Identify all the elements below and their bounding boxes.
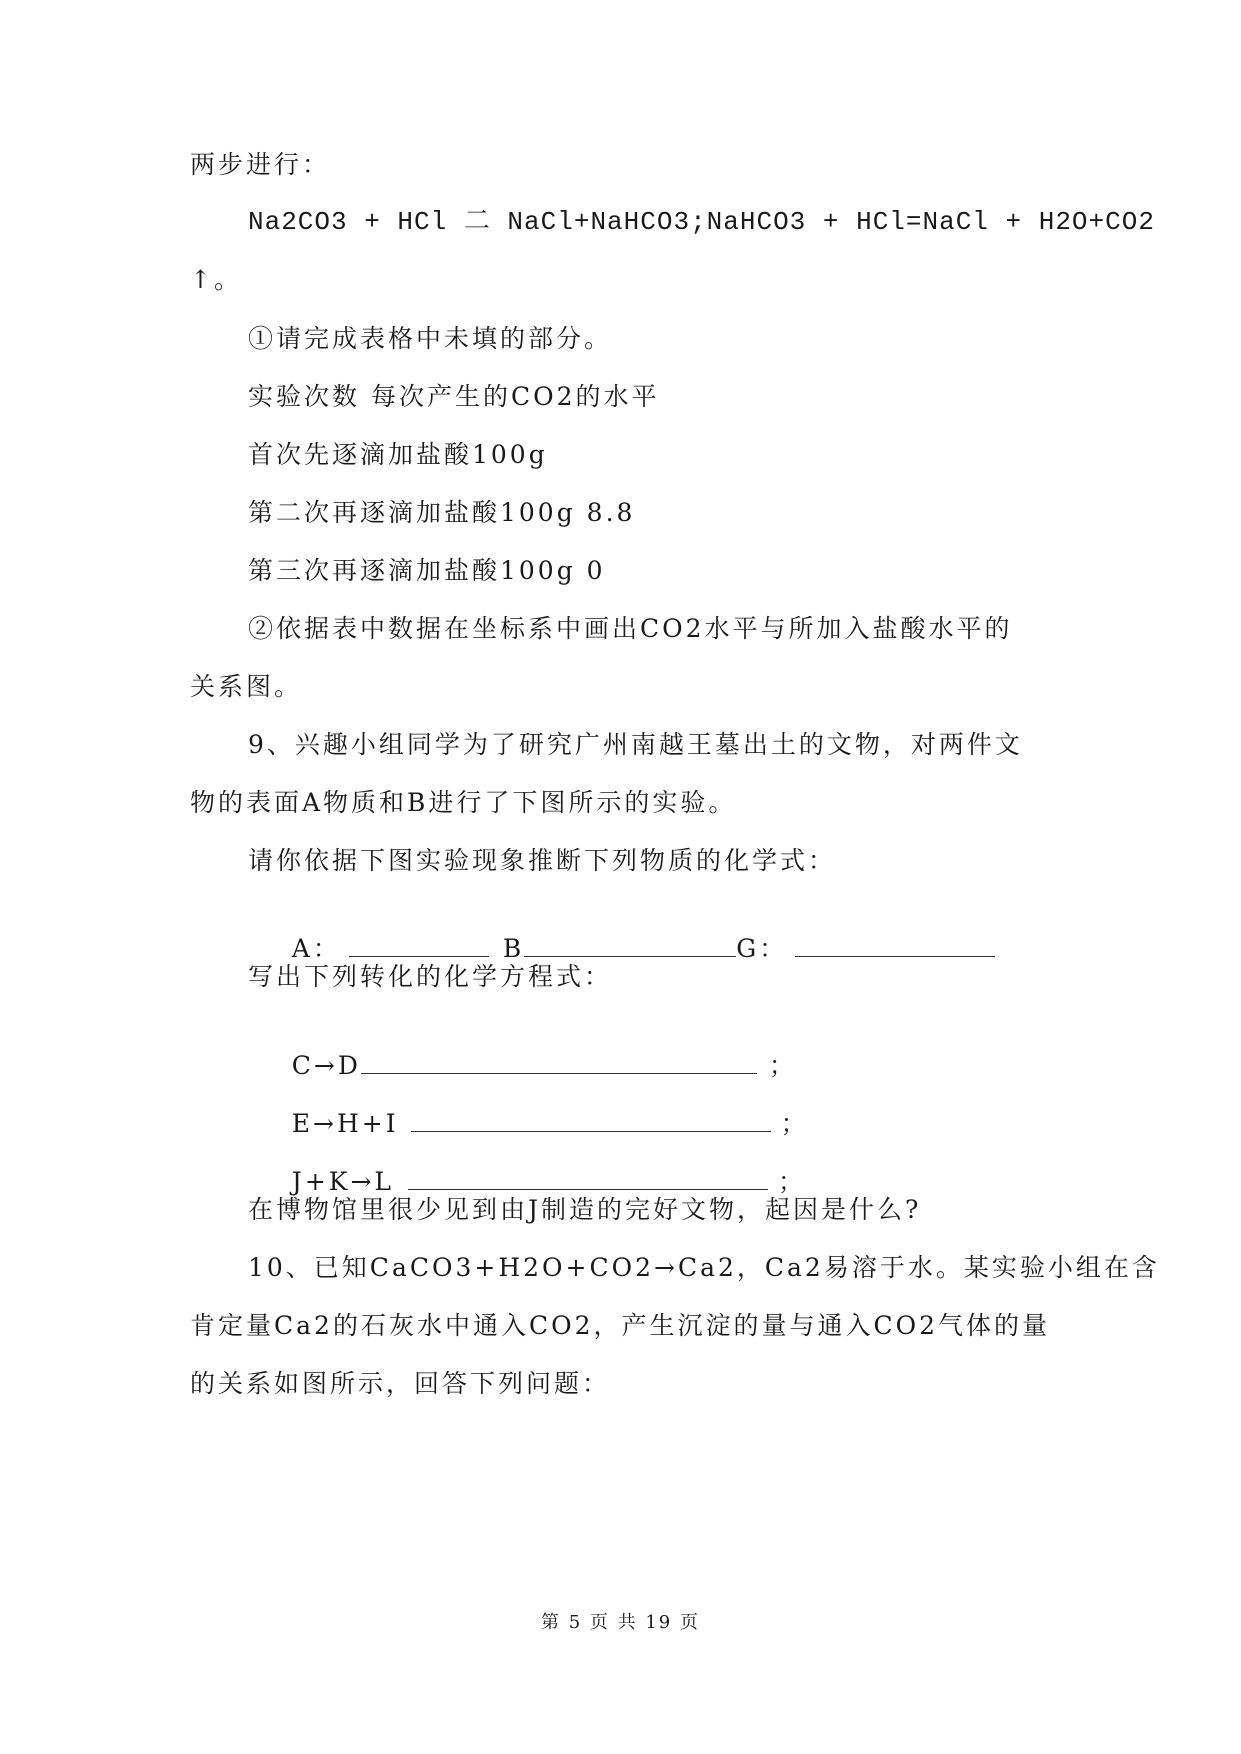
text-line: 物的表面A物质和B进行了下图所示的实验。 bbox=[190, 788, 737, 817]
answer-blank-g[interactable] bbox=[795, 934, 995, 957]
question-instruction: ②依据表中数据在坐标系中画出CO2水平与所加入盐酸水平的 bbox=[248, 614, 1013, 643]
blank-label-b: B bbox=[502, 934, 525, 963]
question-instruction: ①请完成表格中未填的部分。 bbox=[248, 324, 613, 353]
text-line: ↑。 bbox=[190, 265, 242, 294]
answer-blank-jk-l[interactable] bbox=[408, 1167, 768, 1190]
blank-label-a: A： bbox=[291, 934, 341, 963]
text-line: 的关系如图所示，回答下列问题： bbox=[190, 1369, 611, 1398]
table-header-row: 实验次数 每次产生的CO2的水平 bbox=[248, 382, 660, 411]
table-row: 第二次再逐滴加盐酸100g 8.8 bbox=[248, 498, 636, 527]
answer-blank-a[interactable] bbox=[349, 934, 489, 957]
text-line: 关系图。 bbox=[190, 672, 303, 701]
equation-label-jk-l: J+K→L bbox=[291, 1167, 394, 1196]
question-9-text: 9、兴趣小组同学为了研究广州南越王墓出土的文物，对两件文 bbox=[248, 730, 1023, 759]
equation-label-c-d: C→D bbox=[291, 1051, 361, 1080]
question-instruction: 写出下列转化的化学方程式： bbox=[248, 962, 613, 991]
page-number-footer: 第 5 页 共 19 页 bbox=[541, 1612, 700, 1633]
question-text: 在博物馆里很少见到由J制造的完好文物，起因是什么? bbox=[248, 1195, 922, 1224]
equation-end: ； bbox=[780, 1109, 809, 1138]
table-row: 首次先逐滴加盐酸100g bbox=[248, 440, 548, 469]
question-instruction: 请你依据下图实验现象推断下列物质的化学式： bbox=[248, 846, 837, 875]
answer-blank-b[interactable] bbox=[524, 934, 736, 957]
question-10-text: 10、已知CaCO3+H2O+CO2→Ca2，Ca2易溶于水。某实验小组在含 bbox=[248, 1253, 1160, 1282]
text-line: 两步进行： bbox=[190, 150, 331, 179]
equation-end: ； bbox=[768, 1051, 797, 1080]
answer-blank-e-hi[interactable] bbox=[411, 1109, 771, 1132]
equation-end: ； bbox=[778, 1167, 807, 1196]
text-line: 肯定量Ca2的石灰水中通入CO2，产生沉淀的量与通入CO2气体的量 bbox=[190, 1311, 1051, 1340]
chemical-equation: Na2CO3 + HCl 二 NaCl+NaHCO3;NaHCO3 + HCl=NaCl + H2O+CO2 bbox=[248, 207, 1155, 237]
table-row: 第三次再逐滴加盐酸100g 0 bbox=[248, 556, 606, 585]
answer-blank-c-d[interactable] bbox=[361, 1051, 757, 1074]
equation-label-e-hi: E→H+I bbox=[291, 1109, 399, 1138]
blank-label-g: G： bbox=[736, 934, 788, 963]
